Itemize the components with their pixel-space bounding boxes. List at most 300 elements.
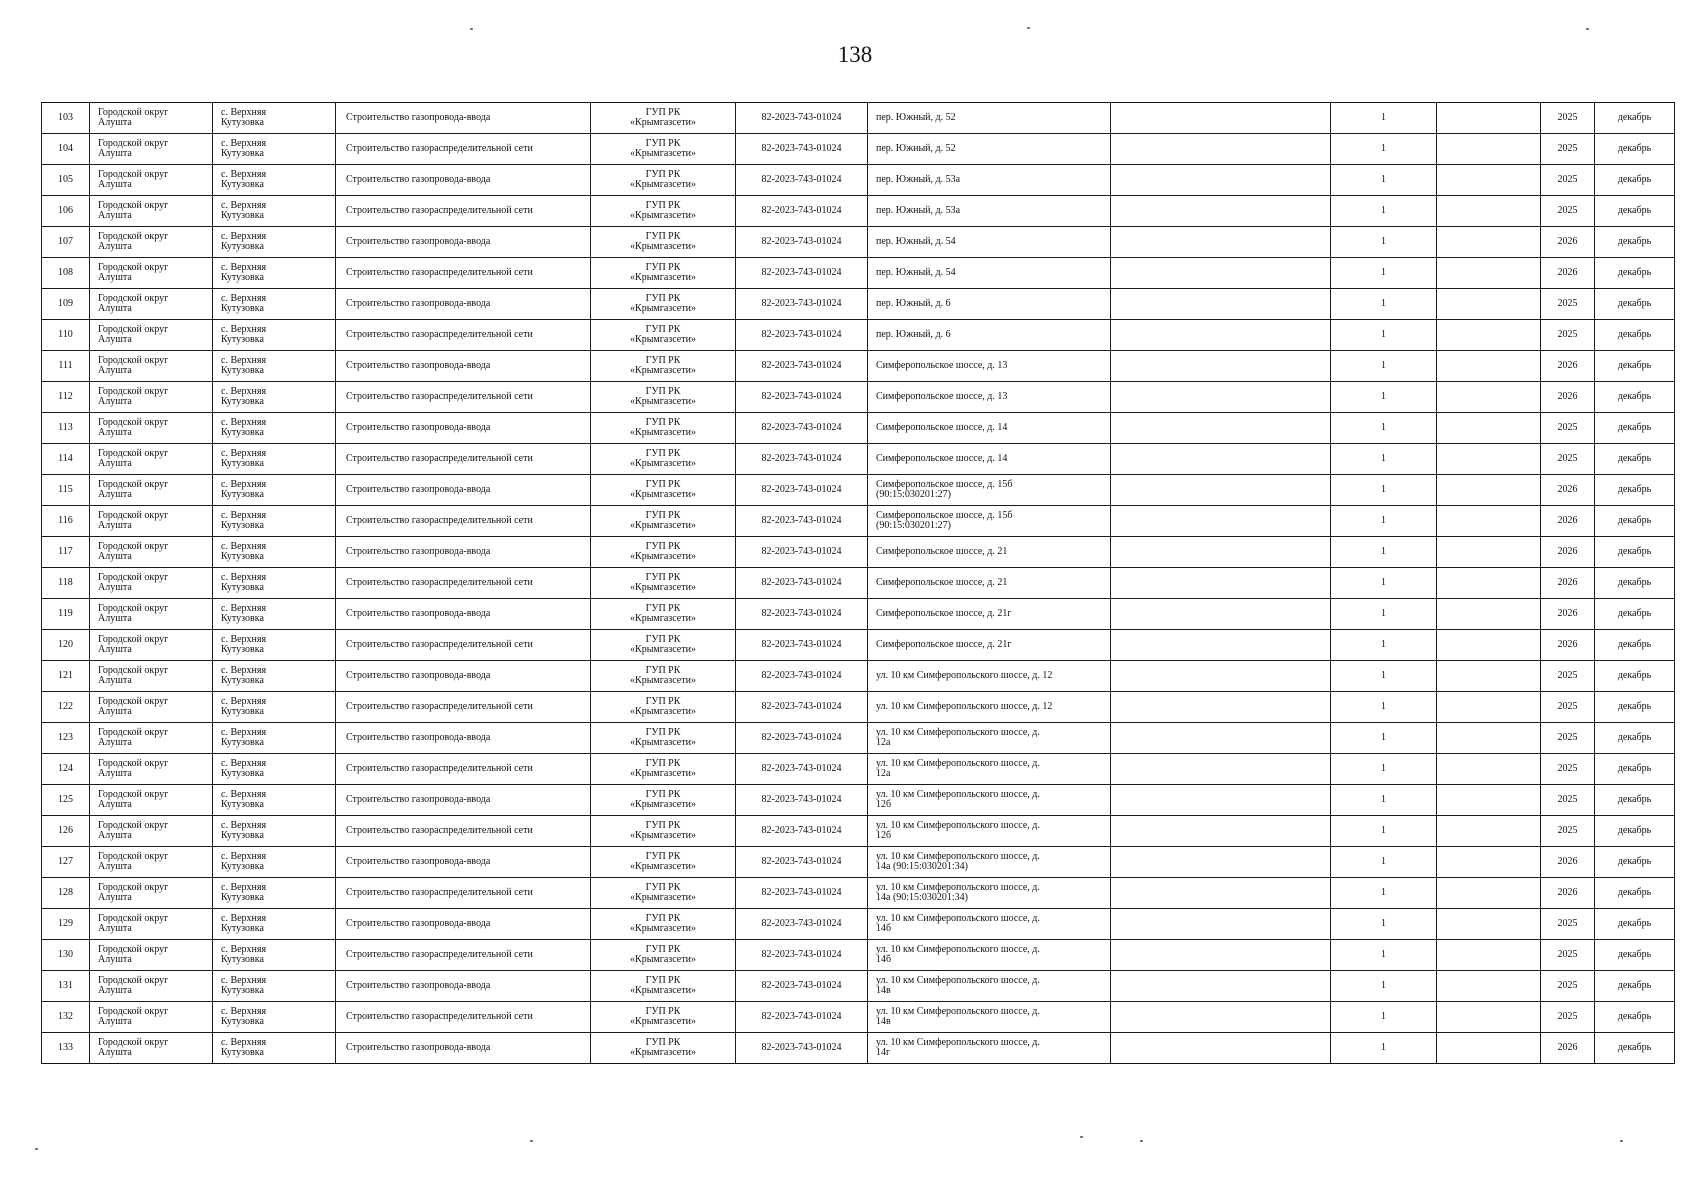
empty-cell [1437,196,1541,227]
municipality-cell-line: Алушта [98,210,132,221]
municipality-cell-line: Алушта [98,954,132,965]
municipality-cell [90,1033,213,1064]
settlement-cell-line: Кутузовка [221,582,264,593]
month-cell: декабрь [1595,165,1675,196]
municipality-cell-line: Алушта [98,551,132,562]
empty-cell [1437,940,1541,971]
quantity-cell: 1 [1331,661,1437,692]
address-cell [868,599,1111,630]
municipality-cell [90,630,213,661]
row-number: 125 [42,785,90,816]
organization-cell [591,351,736,382]
year-cell: 2026 [1541,475,1595,506]
address-cell [868,878,1111,909]
table-row [42,692,1675,723]
row-number: 121 [42,661,90,692]
settlement-cell-line: Кутузовка [221,365,264,376]
quantity-cell: 1 [1331,847,1437,878]
address-cell-line: пер. Южный, д. 6 [876,297,951,309]
municipality-cell [90,103,213,134]
organization-cell [591,537,736,568]
municipality-cell-line: Городской округ [98,137,169,149]
settlement-cell [213,785,336,816]
address-cell [868,227,1111,258]
program-code-cell: 82-2023-743-01024 [736,227,868,258]
organization-cell-line: ГУП РК [645,571,681,583]
settlement-cell-line: с. Верхняя [221,819,267,831]
empty-cell [1111,320,1331,351]
empty-cell [1111,506,1331,537]
organization-cell-line: «Крымгазсети» [630,613,696,624]
quantity-cell: 1 [1331,103,1437,134]
settlement-cell-line: Кутузовка [221,210,264,221]
municipality-cell [90,909,213,940]
address-cell [868,475,1111,506]
settlement-cell [213,320,336,351]
program-code-cell: 82-2023-743-01024 [736,134,868,165]
organization-cell [591,661,736,692]
year-cell: 2026 [1541,506,1595,537]
row-number: 127 [42,847,90,878]
program-code-cell: 82-2023-743-01024 [736,1033,868,1064]
organization-cell-line: ГУП РК [645,385,681,397]
settlement-cell [213,506,336,537]
address-cell-line: ул. 10 км Симферопольского шоссе, д. [876,912,1040,924]
work-type-cell: Строительство газораспределительной сети [336,134,591,165]
address-cell [868,537,1111,568]
empty-cell [1111,165,1331,196]
address-cell [868,103,1111,134]
settlement-cell-line: Кутузовка [221,706,264,717]
organization-cell-line: ГУП РК [645,540,681,552]
municipality-cell [90,134,213,165]
settlement-cell-line: с. Верхняя [221,168,267,180]
program-code-cell: 82-2023-743-01024 [736,382,868,413]
month-cell: декабрь [1595,723,1675,754]
settlement-cell-line: Кутузовка [221,334,264,345]
organization-cell-line: «Крымгазсети» [630,210,696,221]
program-code-cell: 82-2023-743-01024 [736,754,868,785]
address-cell-line: Симферопольское шоссе, д. 15б [876,509,1013,521]
municipality-cell-line: Городской округ [98,726,169,738]
address-cell [868,320,1111,351]
organization-cell-line: «Крымгазсети» [630,396,696,407]
settlement-cell-line: Кутузовка [221,179,264,190]
work-type-cell: Строительство газораспределительной сети [336,816,591,847]
settlement-cell-line: Кутузовка [221,241,264,252]
address-cell-line: пер. Южный, д. 54 [876,266,956,278]
scan-speck [1620,1140,1623,1142]
organization-cell-line: ГУП РК [645,819,681,831]
year-cell: 2025 [1541,661,1595,692]
row-number: 114 [42,444,90,475]
settlement-cell [213,103,336,134]
table-row [42,878,1675,909]
month-cell: декабрь [1595,320,1675,351]
table-row [42,816,1675,847]
work-type-cell: Строительство газопровода-ввода [336,413,591,444]
work-type-cell: Строительство газопровода-ввода [336,227,591,258]
organization-cell-line: «Крымгазсети» [630,737,696,748]
municipality-cell [90,1002,213,1033]
organization-cell-line: ГУП РК [645,726,681,738]
quantity-cell: 1 [1331,1002,1437,1033]
organization-cell [591,785,736,816]
organization-cell [591,444,736,475]
organization-cell-line: ГУП РК [645,788,681,800]
address-cell-line: ул. 10 км Симферопольского шоссе, д. [876,1005,1040,1017]
settlement-cell-line: Кутузовка [221,396,264,407]
table-row [42,196,1675,227]
address-cell [868,134,1111,165]
month-cell: декабрь [1595,661,1675,692]
municipality-cell [90,940,213,971]
address-cell-line: ул. 10 км Симферопольского шоссе, д. [876,1036,1040,1048]
address-cell-line: пер. Южный, д. 54 [876,235,956,247]
municipality-cell [90,351,213,382]
settlement-cell-line: с. Верхняя [221,943,267,955]
quantity-cell: 1 [1331,723,1437,754]
empty-cell [1437,785,1541,816]
municipality-cell [90,165,213,196]
row-number: 119 [42,599,90,630]
municipality-cell-line: Алушта [98,582,132,593]
municipality-cell-line: Алушта [98,892,132,903]
row-number: 106 [42,196,90,227]
organization-cell-line: «Крымгазсети» [630,241,696,252]
month-cell: декабрь [1595,1002,1675,1033]
table-row [42,444,1675,475]
work-type-cell: Строительство газораспределительной сети [336,1002,591,1033]
organization-cell-line: ГУП РК [645,354,681,366]
row-number: 118 [42,568,90,599]
empty-cell [1111,909,1331,940]
organization-cell [591,816,736,847]
organization-cell-line: «Крымгазсети» [630,954,696,965]
month-cell: декабрь [1595,506,1675,537]
settlement-cell [213,599,336,630]
organization-cell [591,630,736,661]
work-type-cell: Строительство газораспределительной сети [336,630,591,661]
address-cell [868,723,1111,754]
empty-cell [1111,258,1331,289]
program-code-cell: 82-2023-743-01024 [736,909,868,940]
quantity-cell: 1 [1331,971,1437,1002]
row-number: 103 [42,103,90,134]
address-cell [868,785,1111,816]
municipality-cell-line: Алушта [98,768,132,779]
program-code-cell: 82-2023-743-01024 [736,289,868,320]
table-row [42,258,1675,289]
work-type-cell: Строительство газораспределительной сети [336,878,591,909]
organization-cell-line: «Крымгазсети» [630,1016,696,1027]
municipality-cell-line: Алушта [98,334,132,345]
table-row [42,320,1675,351]
empty-cell [1111,785,1331,816]
empty-cell [1437,599,1541,630]
settlement-cell-line: с. Верхняя [221,106,267,118]
municipality-cell-line: Алушта [98,861,132,872]
work-type-cell: Строительство газораспределительной сети [336,382,591,413]
address-cell-line: ул. 10 км Симферопольского шоссе, д. [876,881,1040,893]
municipality-cell-line: Городской округ [98,385,169,397]
address-cell-line: Симферопольское шоссе, д. 15б [876,478,1013,490]
year-cell: 2026 [1541,568,1595,599]
settlement-cell [213,537,336,568]
settlement-cell-line: с. Верхняя [221,974,267,986]
settlement-cell-line: Кутузовка [221,1047,264,1058]
work-type-cell: Строительство газопровода-ввода [336,351,591,382]
month-cell: декабрь [1595,537,1675,568]
program-code-cell: 82-2023-743-01024 [736,196,868,227]
empty-cell [1111,382,1331,413]
settlement-cell-line: с. Верхняя [221,478,267,490]
organization-cell-line: ГУП РК [645,881,681,893]
month-cell: декабрь [1595,1033,1675,1064]
settlement-cell-line: Кутузовка [221,985,264,996]
empty-cell [1111,351,1331,382]
settlement-cell-line: Кутузовка [221,861,264,872]
organization-cell [591,227,736,258]
municipality-cell-line: Алушта [98,613,132,624]
address-cell-line: Симферопольское шоссе, д. 21 [876,545,1008,557]
month-cell: декабрь [1595,413,1675,444]
organization-cell-line: ГУП РК [645,602,681,614]
address-cell-line: ул. 10 км Симферопольского шоссе, д. 12 [876,700,1053,712]
address-cell-line: ул. 10 км Симферопольского шоссе, д. [876,943,1040,955]
month-cell: декабрь [1595,940,1675,971]
quantity-cell: 1 [1331,165,1437,196]
municipality-cell-line: Городской округ [98,230,169,242]
empty-cell [1111,878,1331,909]
organization-cell [591,599,736,630]
table-row [42,351,1675,382]
organization-cell-line: ГУП РК [645,943,681,955]
address-cell [868,196,1111,227]
program-code-cell: 82-2023-743-01024 [736,940,868,971]
organization-cell-line: «Крымгазсети» [630,799,696,810]
municipality-cell [90,506,213,537]
municipality-cell-line: Алушта [98,272,132,283]
table-row [42,630,1675,661]
municipality-cell-line: Городской округ [98,912,169,924]
year-cell: 2025 [1541,785,1595,816]
settlement-cell-line: с. Верхняя [221,726,267,738]
municipality-cell-line: Городской округ [98,819,169,831]
month-cell: декабрь [1595,227,1675,258]
month-cell: декабрь [1595,475,1675,506]
empty-cell [1111,940,1331,971]
organization-cell-line: ГУП РК [645,1036,681,1048]
empty-cell [1437,909,1541,940]
program-code-cell: 82-2023-743-01024 [736,475,868,506]
address-cell [868,165,1111,196]
year-cell: 2026 [1541,227,1595,258]
municipality-cell [90,289,213,320]
work-type-cell: Строительство газораспределительной сети [336,754,591,785]
municipality-cell [90,971,213,1002]
municipality-cell-line: Городской округ [98,199,169,211]
empty-cell [1111,289,1331,320]
row-number: 133 [42,1033,90,1064]
municipality-cell-line: Городской округ [98,1005,169,1017]
municipality-cell-line: Городской округ [98,509,169,521]
year-cell: 2025 [1541,165,1595,196]
organization-cell-line: «Крымгазсети» [630,985,696,996]
quantity-cell: 1 [1331,785,1437,816]
month-cell: декабрь [1595,909,1675,940]
empty-cell [1437,971,1541,1002]
program-code-cell: 82-2023-743-01024 [736,878,868,909]
program-code-cell: 82-2023-743-01024 [736,351,868,382]
organization-cell-line: «Крымгазсети» [630,458,696,469]
organization-cell-line: ГУП РК [645,106,681,118]
municipality-cell-line: Городской округ [98,850,169,862]
table-row [42,785,1675,816]
empty-cell [1437,754,1541,785]
empty-cell [1437,165,1541,196]
address-cell-line: (90:15:030201:27) [876,489,951,500]
organization-cell [591,971,736,1002]
settlement-cell-line: с. Верхняя [221,416,267,428]
row-number: 120 [42,630,90,661]
settlement-cell-line: с. Верхняя [221,540,267,552]
address-cell [868,909,1111,940]
table-row [42,537,1675,568]
organization-cell-line: ГУП РК [645,323,681,335]
settlement-cell-line: с. Верхняя [221,912,267,924]
address-cell [868,351,1111,382]
year-cell: 2025 [1541,971,1595,1002]
address-cell [868,413,1111,444]
municipality-cell-line: Алушта [98,148,132,159]
row-number: 130 [42,940,90,971]
address-cell-line: пер. Южный, д. 52 [876,142,956,154]
settlement-cell-line: Кутузовка [221,923,264,934]
scan-speck [1586,28,1589,30]
table-row [42,506,1675,537]
address-cell-line: 12б [876,799,892,810]
settlement-cell-line: с. Верхняя [221,633,267,645]
empty-cell [1437,103,1541,134]
address-cell [868,258,1111,289]
organization-cell [591,878,736,909]
quantity-cell: 1 [1331,909,1437,940]
municipality-cell-line: Городской округ [98,1036,169,1048]
organization-cell [591,1002,736,1033]
quantity-cell: 1 [1331,754,1437,785]
work-type-cell: Строительство газопровода-ввода [336,723,591,754]
empty-cell [1111,630,1331,661]
work-type-cell: Строительство газораспределительной сети [336,940,591,971]
table-row [42,165,1675,196]
empty-cell [1111,723,1331,754]
work-type-cell: Строительство газопровода-ввода [336,599,591,630]
settlement-cell-line: Кутузовка [221,830,264,841]
settlement-cell [213,940,336,971]
settlement-cell-line: с. Верхняя [221,354,267,366]
row-number: 111 [42,351,90,382]
scan-speck [530,1140,533,1142]
municipality-cell [90,723,213,754]
month-cell: декабрь [1595,196,1675,227]
year-cell: 2025 [1541,134,1595,165]
municipality-cell-line: Алушта [98,458,132,469]
work-type-cell: Строительство газораспределительной сети [336,320,591,351]
empty-cell [1437,351,1541,382]
municipality-cell-line: Городской округ [98,881,169,893]
municipality-cell [90,692,213,723]
settlement-cell-line: Кутузовка [221,458,264,469]
table-row [42,475,1675,506]
address-cell [868,847,1111,878]
organization-cell-line: «Крымгазсети» [630,179,696,190]
municipality-cell-line: Городской округ [98,323,169,335]
settlement-cell-line: Кутузовка [221,768,264,779]
empty-cell [1437,661,1541,692]
address-cell-line: Симферопольское шоссе, д. 14 [876,452,1008,464]
quantity-cell: 1 [1331,1033,1437,1064]
organization-cell [591,475,736,506]
settlement-cell-line: с. Верхняя [221,509,267,521]
address-cell [868,661,1111,692]
month-cell: декабрь [1595,382,1675,413]
municipality-cell-line: Алушта [98,1047,132,1058]
empty-cell [1437,134,1541,165]
organization-cell [591,723,736,754]
work-type-cell: Строительство газораспределительной сети [336,196,591,227]
empty-cell [1437,382,1541,413]
row-number: 129 [42,909,90,940]
month-cell: декабрь [1595,878,1675,909]
organization-cell-line: «Крымгазсети» [630,148,696,159]
month-cell: декабрь [1595,351,1675,382]
organization-cell-line: ГУП РК [645,695,681,707]
table-row [42,661,1675,692]
quantity-cell: 1 [1331,506,1437,537]
organization-cell [591,940,736,971]
table-row [42,289,1675,320]
address-cell-line: 12а [876,737,891,748]
program-code-cell: 82-2023-743-01024 [736,785,868,816]
address-cell [868,289,1111,320]
year-cell: 2025 [1541,103,1595,134]
settlement-cell [213,258,336,289]
quantity-cell: 1 [1331,568,1437,599]
row-number: 113 [42,413,90,444]
municipality-cell-line: Алушта [98,427,132,438]
settlement-cell-line: Кутузовка [221,272,264,283]
work-type-cell: Строительство газопровода-ввода [336,847,591,878]
year-cell: 2025 [1541,723,1595,754]
organization-cell [591,134,736,165]
work-type-cell: Строительство газораспределительной сети [336,568,591,599]
municipality-cell [90,196,213,227]
organization-cell [591,320,736,351]
program-code-cell: 82-2023-743-01024 [736,816,868,847]
address-cell-line: 12а [876,768,891,779]
address-cell-line: 14а (90:15:030201:34) [876,892,968,903]
address-cell-line: пер. Южный, д. 6 [876,328,951,340]
settlement-cell-line: Кутузовка [221,1016,264,1027]
row-number: 107 [42,227,90,258]
organization-cell-line: ГУП РК [645,757,681,769]
organization-cell-line: «Крымгазсети» [630,582,696,593]
settlement-cell [213,816,336,847]
quantity-cell: 1 [1331,351,1437,382]
settlement-cell-line: с. Верхняя [221,881,267,893]
address-cell-line: 14в [876,1016,891,1027]
